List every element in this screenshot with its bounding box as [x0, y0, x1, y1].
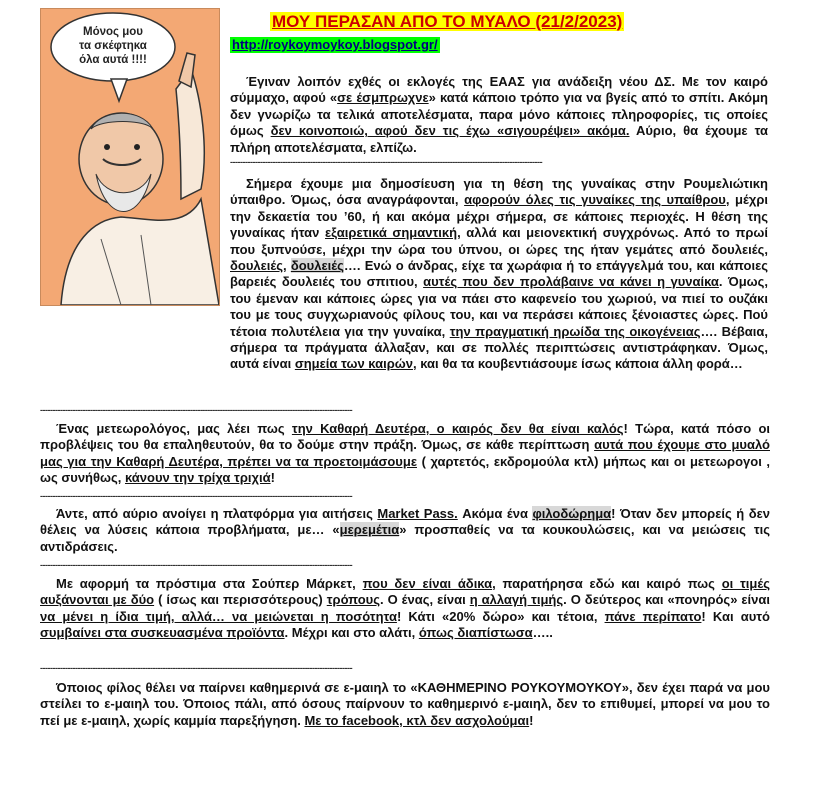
highlighted-phrase: φιλοδώρημα	[532, 506, 612, 521]
paragraph-email-subscription	[40, 680, 770, 729]
paragraph-weather	[40, 421, 770, 487]
text-run: » προσπαθείς να τα κουκουλώσεις, και να μειώσεις τις αντιδράσεις.	[40, 522, 770, 554]
separator-line: -----------------------------------------------------------------------------------------------------------------------------	[40, 491, 353, 501]
speech-bubble-text: Μόνος μου τα σκέφτηκα όλα αυτά !!!!	[79, 26, 147, 66]
text-run: , αλλά και μειονεκτική συγχρόνως. Από το πρωί που ξυπνούσε, μέχρι την ώρα του ύπνου, οι ώρες της ήταν γεμάτες από δουλειές,	[230, 225, 768, 257]
text-run: . Ο ένας, είναι	[380, 592, 470, 608]
paragraph-election	[230, 74, 768, 156]
text-run: ( χαρτετός, εκδρομούλα κτλ) μήπως και οι μετεωρογοι , ως συνήθως,	[40, 453, 770, 486]
text-run: ! Κάτι «20% δώρο» και τέτοια,	[396, 608, 605, 624]
text-run: Ακόμα ένα	[457, 506, 533, 521]
separator-line: -----------------------------------------------------------------------------------------------------------------------------	[40, 560, 353, 570]
text-run: Ένας μετεωρολόγος, μας λέει πως	[56, 421, 292, 436]
text-run: . Ο δεύτερος και «πονηρός» είναι	[563, 592, 771, 608]
underlined-phrase: δεν κοινοποιώ, αφού δεν τις έχω «σιγουρέψει» ακόμα.	[270, 123, 630, 139]
text-run: Αύριο, θα έχουμε τα πλήρη αποτελέσματα, ελπίζω.	[230, 123, 769, 155]
text-run: Άντε, από αύριο ανοίγει η πλατφόρμα για αιτήσεις	[56, 506, 378, 521]
text-run: , μέχρι την δεκαετία του ’60, ή και ακόμα μέχρι σήμερα, σε κάποιες περιοχές. Η θέση της γυναίκας ήταν	[230, 192, 769, 241]
paragraph-supermarket-prices	[40, 576, 770, 642]
underlined-phrase: την πραγματική ηρωίδα της οικογένειας	[449, 323, 701, 339]
text-run: …..	[532, 625, 553, 641]
separator-line: -----------------------------------------------------------------------------------------------------------------------------	[230, 157, 543, 167]
text-run: , παρατήρησα εδώ και καιρό πως	[492, 576, 722, 591]
underlined-phrase: συμβαίνει στα συσκευασμένα προϊόντα	[40, 625, 285, 641]
text-run: Έγιναν λοιπόν εχθές οι εκλογές της ΕΑΑΣ για ανάδειξη νέου ΔΣ. Με τον καιρό σύμμαχο, αφού «	[230, 74, 768, 106]
underlined-phrase: σε έσμπρωχνε	[337, 90, 429, 106]
underlined-phrase: οι τιμές αυξάνονται με δύο	[40, 576, 770, 608]
text-run: . Μέχρι και στο αλάτι,	[284, 625, 419, 641]
text-run: Όποιος φίλος θέλει να παίρνει καθημερινά σε ε-μαιηλ το «ΚΑΘΗΜΕΡΙΝΟ ΡΟΥΚΟΥΜΟΥΚΟΥ», δεν έχει παρά να μου στείλει το ε-μαιηλ του. Όποιος πάλι, από όσους παίρνουν το καθημερινό ε-μαιηλ, δεν το επιθυμεί, μπορεί να μου το πεί με ε-μαιηλ, χωρίς καμμία παρεξήγηση.	[40, 680, 770, 728]
underlined-phrase: σημεία των καιρών	[294, 356, 413, 372]
underlined-phrase: Με το facebook, κτλ δεν ασχολούμαι	[304, 712, 530, 728]
highlighted-phrase: δουλειές	[290, 258, 344, 274]
underlined-phrase: δουλειές	[230, 258, 284, 274]
text-run: ! Τώρα, κατά πόσο οι προβλέψεις του θα επαληθευτούν, θα το δούμε στην πράξη. Όμως, σε κάθε περίπτωση	[40, 421, 770, 453]
underlined-phrase: την Καθαρή Δευτέρα, ο καιρός δεν θα είναι καλός	[291, 421, 624, 436]
text-run: !	[529, 712, 534, 728]
underlined-phrase: που δεν είναι άδικα	[362, 576, 493, 591]
text-run: » κατά κάποιο τρόπο για να βγείς από το σπίτι. Ακόμη δεν γνωρίζω τα τελικά αποτελέσματα, παρα μόνο κάποιες πληροφορίες, τις οποίες όμως	[230, 90, 768, 139]
separator-line: -----------------------------------------------------------------------------------------------------------------------------	[40, 663, 353, 673]
text-run: …. Βέβαια, σήμερα τα πράγματα άλλαξαν, και σε πολλές περιπτώσεις αντιστράφηκαν. Όμως, αυτά είναι	[230, 323, 769, 372]
paragraph-rural-women	[230, 176, 768, 373]
text-run: ( ίσως και περισσότερους)	[154, 592, 327, 608]
text-run: Σήμερα έχουμε μια δημοσίευση για τη θέση της γυναίκας στην Ρουμελιώτικη ύπαιθρο. Όμως, όσα αναγράφονται,	[230, 176, 768, 208]
cartoon-illustration	[40, 8, 220, 306]
underlined-phrase: τρόπους	[326, 592, 381, 608]
underlined-phrase: αφορούν όλες τις γυναίκες της υπαίθρου	[464, 192, 726, 208]
text-run: …. Ενώ ο άνδρας, είχε τα χωράφια ή το επάγγελμά του, και κάποιες βαρειές δουλειές του σπιτιου,	[230, 258, 769, 290]
page-title: ΜΟΥ ΠΕΡΑΣΑΝ ΑΠΟ ΤΟ ΜΥΑΛΟ (21/2/2023)	[272, 12, 623, 31]
underlined-phrase: εξαιρετικά σημαντική	[325, 225, 458, 241]
text-run: ,	[283, 258, 291, 274]
text-run: , και θα τα κουβεντιάσουμε ίσως κάποια άλλη φορά…	[412, 356, 743, 372]
text-run: ! Και αυτό	[701, 608, 770, 624]
underlined-phrase: να μένει η ίδια τιμή, αλλά… να μειώνεται η ποσότητα	[40, 608, 397, 624]
blog-link[interactable]: http://roykoymoykoy.blogspot.gr/	[232, 37, 438, 52]
separator-line: -----------------------------------------------------------------------------------------------------------------------------	[40, 405, 353, 415]
text-run: Με αφορμή τα πρόστιμα στα Σούπερ Μάρκετ,	[56, 576, 363, 591]
paragraph-market-pass	[40, 506, 770, 555]
highlighted-phrase: μερεμέτια	[339, 522, 400, 538]
text-run: ! Όταν δεν μπορείς ή δεν θέλεις να λύσεις κάποια προβλήματα, με… «	[40, 506, 770, 538]
underlined-phrase: πάνε περίπατο	[604, 608, 702, 624]
text-run: !	[270, 470, 275, 486]
underlined-phrase: όπως διαπίστωσα	[418, 625, 533, 641]
underlined-phrase: κάνουν την τρίχα τριχιά	[124, 470, 271, 486]
text-run: . Όμως, του έμεναν και κάποιες ώρες για να πάει στο καφενείο του χωριού, να πιεί το ουζάκι του με τους συγχωριανούς φίλους του, και να περάσει κάποιες ξένοιαστες ώρες. Πού τέτοια πολυτέλεια για την γυναίκα,	[230, 274, 769, 339]
underlined-phrase: αυτές που δεν προλάβαινε να κάνει η γυναίκα	[423, 274, 719, 290]
underlined-phrase: Market Pass.	[377, 506, 458, 521]
underlined-phrase: η αλλαγή τιμής	[469, 592, 564, 608]
underlined-phrase: αυτά που έχουμε στο μυαλό μας για την Καθαρή Δευτέρα, πρέπει να τα προετοιμάσουμε	[40, 437, 770, 469]
